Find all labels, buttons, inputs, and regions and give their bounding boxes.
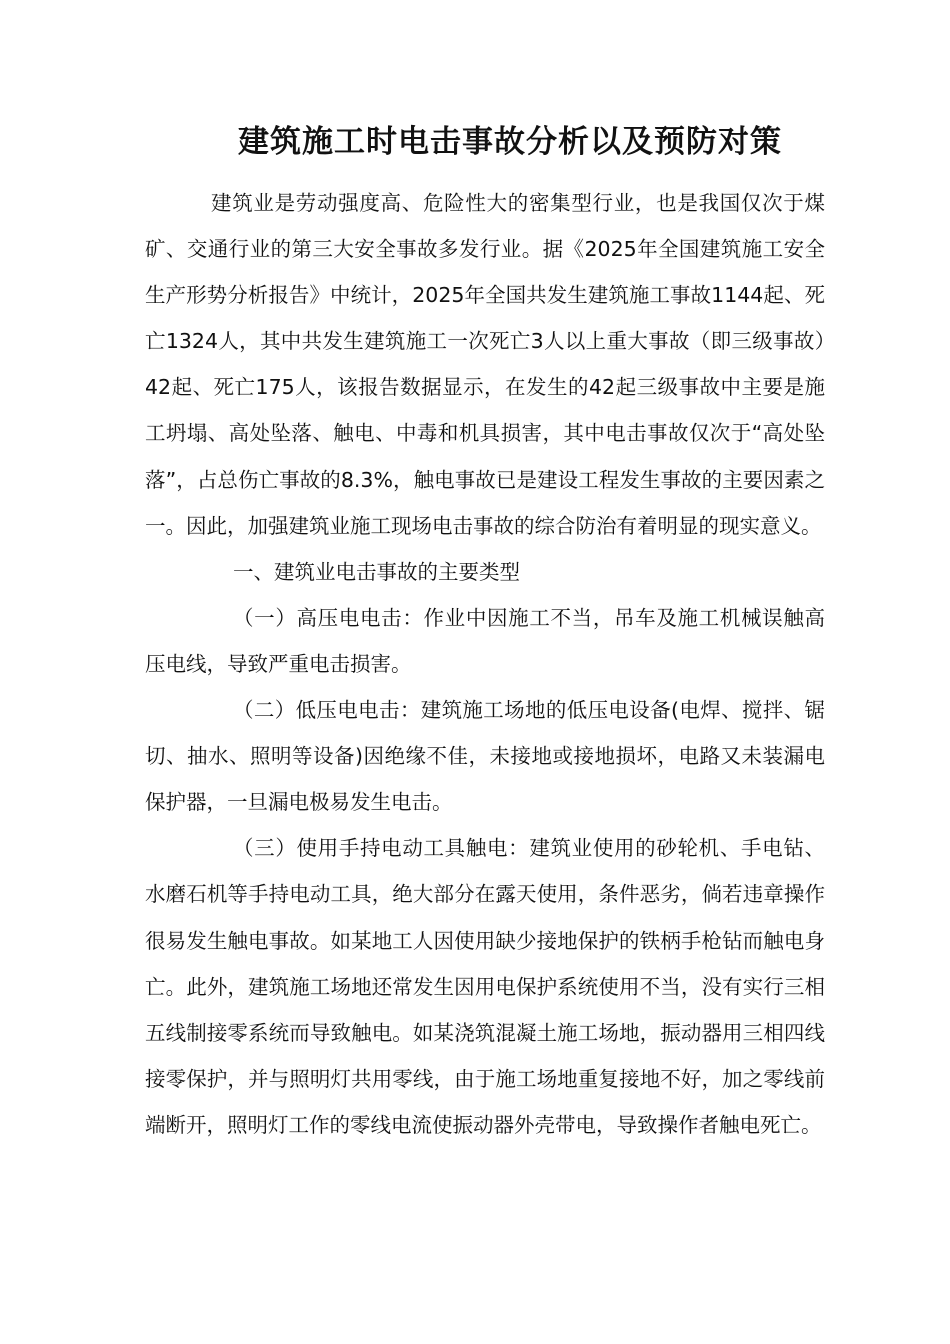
subsection-low-voltage: （二）低压电电击：建筑施工场地的低压电设备(电焊、搅拌、锯切、抽水、照明等设备)因绝缘不佳，未接地或接地损坏，电路又未装漏电保护器，一旦漏电极易发生电击。 <box>145 698 825 815</box>
section-heading: 一、建筑业电击事故的主要类型 <box>233 559 520 584</box>
document-title: 建筑施工时电击事故分析以及预防对策 <box>238 124 782 160</box>
document-body <box>145 180 825 1148</box>
subsection-hand-tools: （三）使用手持电动工具触电：建筑业使用的砂轮机、手电钻、水磨石机等手持电动工具，绝大部分在露天使用，条件恶劣，倘若违章操作很易发生触电事故。如某地工人因使用缺少接地保护的铁柄手枪钻而触电身亡。此外，建筑施工场地还常发生因用电保护系统使用不当，没有实行三相五线制接零系统而导致触电。如某浇筑混凝土施工场地，振动器用三相四线接零保护，并与照明灯共用零线，由于施工场地重复接地不好，加之零线前端断开，照明灯工作的零线电流使振动器外壳带电，导致操作者触电死亡。 <box>145 836 825 1137</box>
subsection-high-voltage: （一）高压电电击：作业中因施工不当，吊车及施工机械误触高压电线，导致严重电击损害。 <box>145 605 825 676</box>
intro-paragraph: 建筑业是劳动强度高、危险性大的密集型行业，也是我国仅次于煤矿、交通行业的第三大安全事故多发行业。据《2025年全国建筑施工安全生产形势分析报告》中统计，2025年全国共发生建筑施工事故1144起、死亡1324人，其中共发生建筑施工一次死亡3人以上重大事故（即三级事故）42起、死亡175人，该报告数据显示，在发生的42起三级事故中主要是施工坍塌、高处坠落、触电、中毒和机具损害，其中电击事故仅次于“高处坠落”，占总伤亡事故的8.3%，触电事故已是建设工程发生事故的主要因素之一。因此，加强建筑业施工现场电击事故的综合防治有着明显的现实意义。 <box>145 191 825 538</box>
